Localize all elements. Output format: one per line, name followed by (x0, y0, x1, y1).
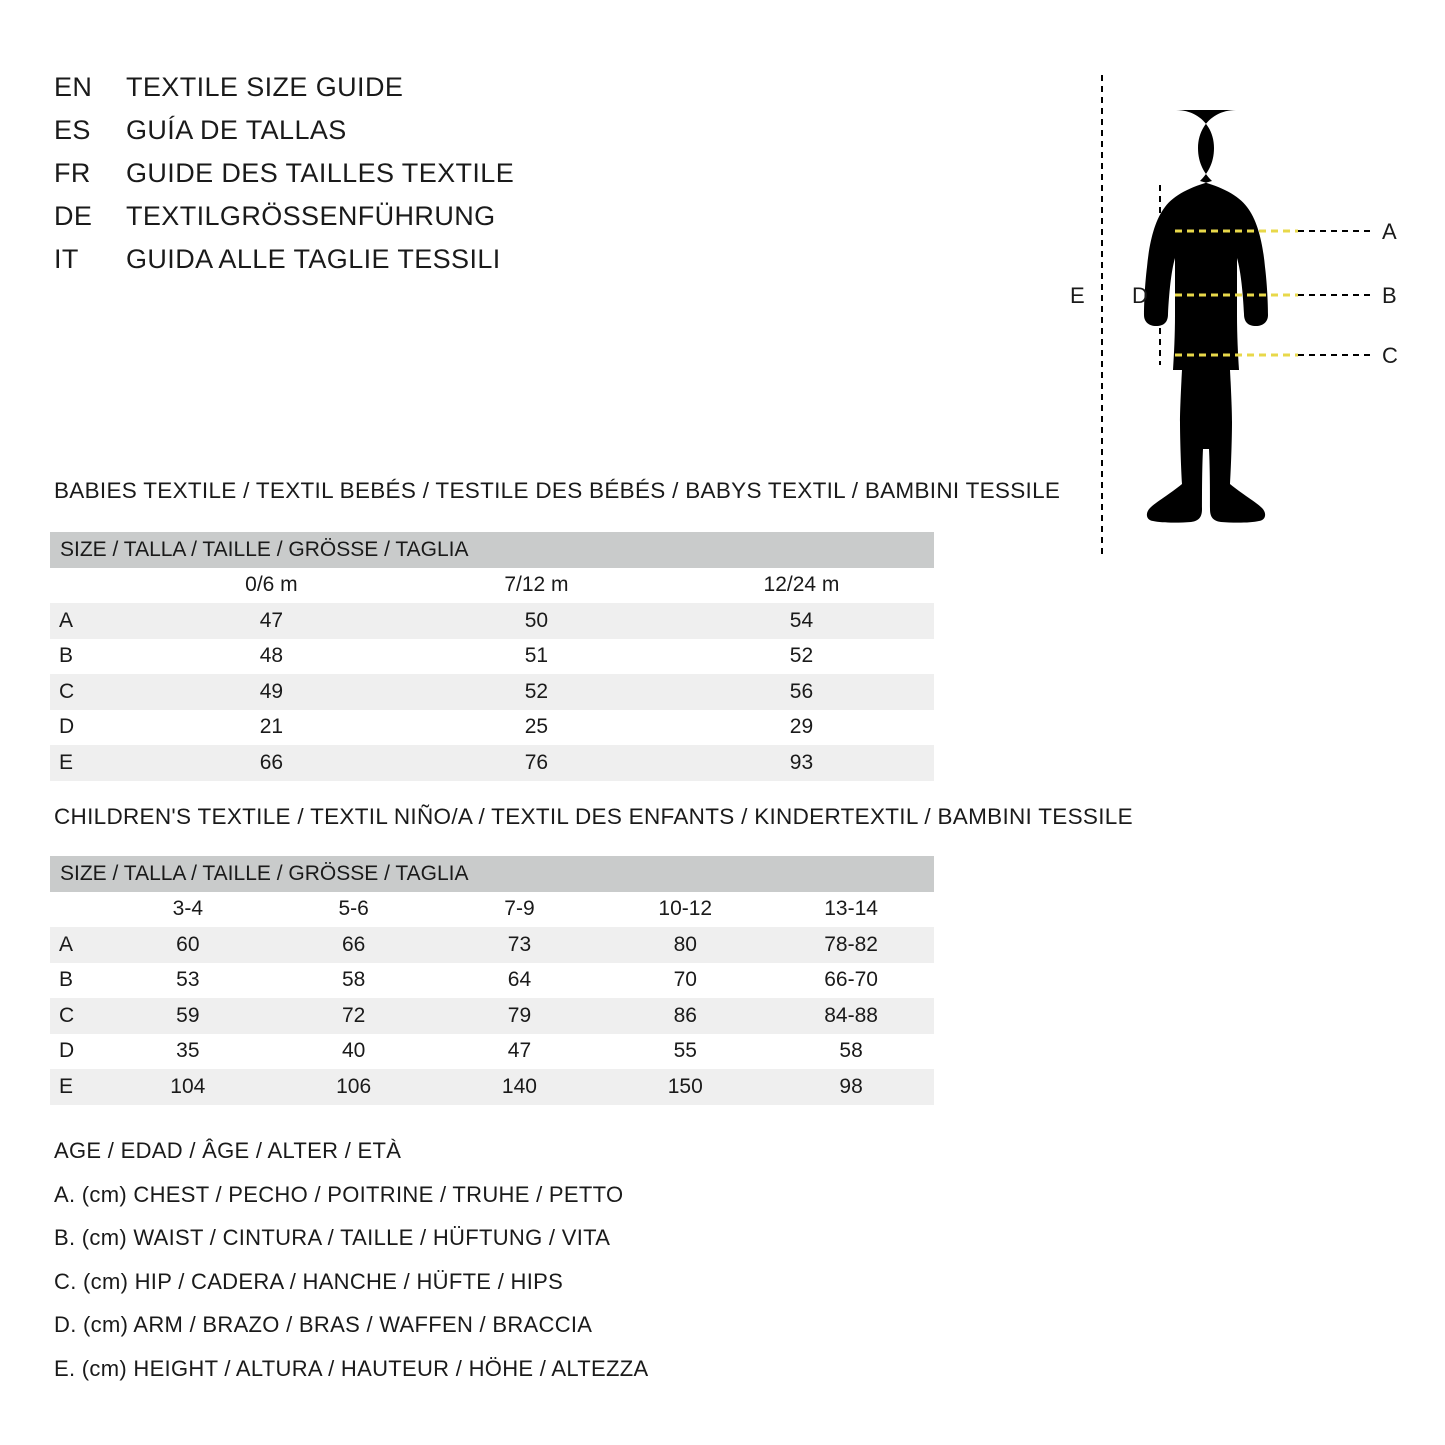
babies-cell-e-2: 93 (669, 745, 934, 781)
title-lang-it: IT (54, 244, 79, 274)
title-text-en: TEXTILE SIZE GUIDE (126, 72, 404, 102)
babies-cell-a-1: 50 (404, 603, 669, 639)
babies-row-label-c: C (50, 674, 139, 710)
children-cell-e-3: 150 (602, 1069, 768, 1105)
children-cell-a-3: 80 (602, 927, 768, 963)
children-cell-c-0: 59 (105, 998, 271, 1034)
title-block (54, 72, 674, 287)
children-cell-b-3: 70 (602, 963, 768, 999)
children-column-2: 7-9 (437, 892, 603, 928)
children-cell-e-1: 106 (271, 1069, 437, 1105)
babies-cell-b-2: 52 (669, 639, 934, 675)
babies-corner-cell (50, 568, 139, 604)
title-lang-fr: FR (54, 158, 91, 188)
title-row-it (54, 244, 674, 287)
callout-label-e: E (1070, 283, 1085, 308)
babies-cell-c-0: 49 (139, 674, 404, 710)
children-cell-b-0: 53 (105, 963, 271, 999)
legend-line-chest: A. (cm) CHEST / PECHO / POITRINE / TRUHE / PETTO (54, 1181, 624, 1207)
children-row-label-e: E (50, 1069, 105, 1105)
children-column-header-row (50, 892, 934, 928)
title-row-en (54, 72, 674, 115)
children-column-0: 3-4 (105, 892, 271, 928)
legend-line-age: AGE / EDAD / ÂGE / ALTER / ETÀ (54, 1138, 402, 1163)
title-row-fr (54, 158, 674, 201)
callout-label-d: D (1132, 283, 1148, 308)
babies-column-header-row (50, 568, 934, 604)
title-text-fr: GUIDE DES TAILLES TEXTILE (126, 158, 515, 188)
children-column-3: 10-12 (602, 892, 768, 928)
babies-column-0: 0/6 m (139, 568, 404, 604)
table-row (50, 1069, 934, 1105)
measurement-legend (54, 1138, 854, 1399)
children-cell-b-2: 64 (437, 963, 603, 999)
children-cell-e-2: 140 (437, 1069, 603, 1105)
children-cell-a-2: 73 (437, 927, 603, 963)
babies-cell-d-0: 21 (139, 710, 404, 746)
children-cell-d-3: 55 (602, 1034, 768, 1070)
children-cell-c-4: 84-88 (768, 998, 934, 1034)
children-cell-a-1: 66 (271, 927, 437, 963)
children-cell-e-0: 104 (105, 1069, 271, 1105)
table-row (50, 963, 934, 999)
title-text-it: GUIDA ALLE TAGLIE TESSILI (126, 244, 501, 274)
legend-line-hip: C. (cm) HIP / CADERA / HANCHE / HÜFTE / HIPS (54, 1268, 564, 1294)
babies-cell-b-0: 48 (139, 639, 404, 675)
legend-line-waist: B. (cm) WAIST / CINTURA / TAILLE / HÜFTUNG / VITA (54, 1225, 611, 1250)
babies-size-table (50, 532, 934, 781)
babies-column-2: 12/24 m (669, 568, 934, 604)
children-cell-a-0: 60 (105, 927, 271, 963)
legend-line-height: E. (cm) HEIGHT / ALTURA / HAUTEUR / HÖHE / ALTEZZA (54, 1355, 649, 1381)
children-cell-c-2: 79 (437, 998, 603, 1034)
babies-cell-c-2: 56 (669, 674, 934, 710)
table-row (50, 1034, 934, 1070)
table-row (50, 710, 934, 746)
children-cell-b-1: 58 (271, 963, 437, 999)
title-lang-es: ES (54, 115, 91, 145)
children-cell-d-1: 40 (271, 1034, 437, 1070)
babies-cell-a-2: 54 (669, 603, 934, 639)
babies-cell-e-0: 66 (139, 745, 404, 781)
children-size-table (50, 856, 934, 1105)
children-cell-a-4: 78-82 (768, 927, 934, 963)
children-column-4: 13-14 (768, 892, 934, 928)
children-row-label-d: D (50, 1034, 105, 1070)
callout-label-b: B (1382, 283, 1397, 308)
callout-label-a: A (1382, 219, 1397, 244)
children-cell-b-4: 66-70 (768, 963, 934, 999)
table-row (50, 603, 934, 639)
babies-cell-d-2: 29 (669, 710, 934, 746)
table-row (50, 745, 934, 781)
children-cell-d-2: 47 (437, 1034, 603, 1070)
table-row (50, 998, 934, 1034)
babies-row-label-a: A (50, 603, 139, 639)
title-text-es: GUÍA DE TALLAS (126, 115, 347, 145)
babies-cell-b-1: 51 (404, 639, 669, 675)
babies-row-label-b: B (50, 639, 139, 675)
title-lang-de: DE (54, 201, 93, 231)
babies-cell-a-0: 47 (139, 603, 404, 639)
measurement-figure (1040, 55, 1420, 575)
babies-cell-e-1: 76 (404, 745, 669, 781)
children-column-1: 5-6 (271, 892, 437, 928)
children-row-label-b: B (50, 963, 105, 999)
children-cell-d-4: 58 (768, 1034, 934, 1070)
title-row-de (54, 201, 674, 244)
children-cell-c-3: 86 (602, 998, 768, 1034)
table-row (50, 639, 934, 675)
babies-table-header-row (50, 532, 934, 568)
children-cell-d-0: 35 (105, 1034, 271, 1070)
children-section-heading: CHILDREN'S TEXTILE / TEXTIL NIÑO/A / TEXTIL DES ENFANTS / KINDERTEXTIL / BAMBINI TESSILE (54, 804, 1133, 829)
babies-section-heading: BABIES TEXTILE / TEXTIL BEBÉS / TESTILE DES BÉBÉS / BABYS TEXTIL / BAMBINI TESSILE (54, 478, 1061, 503)
callout-label-c: C (1382, 343, 1398, 368)
table-row (50, 674, 934, 710)
babies-size-header: SIZE / TALLA / TAILLE / GRÖSSE / TAGLIA (50, 532, 934, 568)
title-text-de: TEXTILGRÖSSENFÜHRUNG (126, 201, 496, 231)
children-size-header: SIZE / TALLA / TAILLE / GRÖSSE / TAGLIA (50, 856, 934, 892)
children-row-label-a: A (50, 927, 105, 963)
children-corner-cell (50, 892, 105, 928)
legend-line-arm: D. (cm) ARM / BRAZO / BRAS / WAFFEN / BRACCIA (54, 1312, 593, 1337)
babies-column-1: 7/12 m (404, 568, 669, 604)
children-row-label-c: C (50, 998, 105, 1034)
table-row (50, 927, 934, 963)
title-lang-en: EN (54, 72, 93, 102)
child-silhouette-icon (1144, 110, 1268, 523)
babies-row-label-e: E (50, 745, 139, 781)
babies-cell-d-1: 25 (404, 710, 669, 746)
children-table-header-row (50, 856, 934, 892)
children-cell-e-4: 98 (768, 1069, 934, 1105)
title-row-es (54, 115, 674, 158)
children-cell-c-1: 72 (271, 998, 437, 1034)
babies-row-label-d: D (50, 710, 139, 746)
babies-cell-c-1: 52 (404, 674, 669, 710)
